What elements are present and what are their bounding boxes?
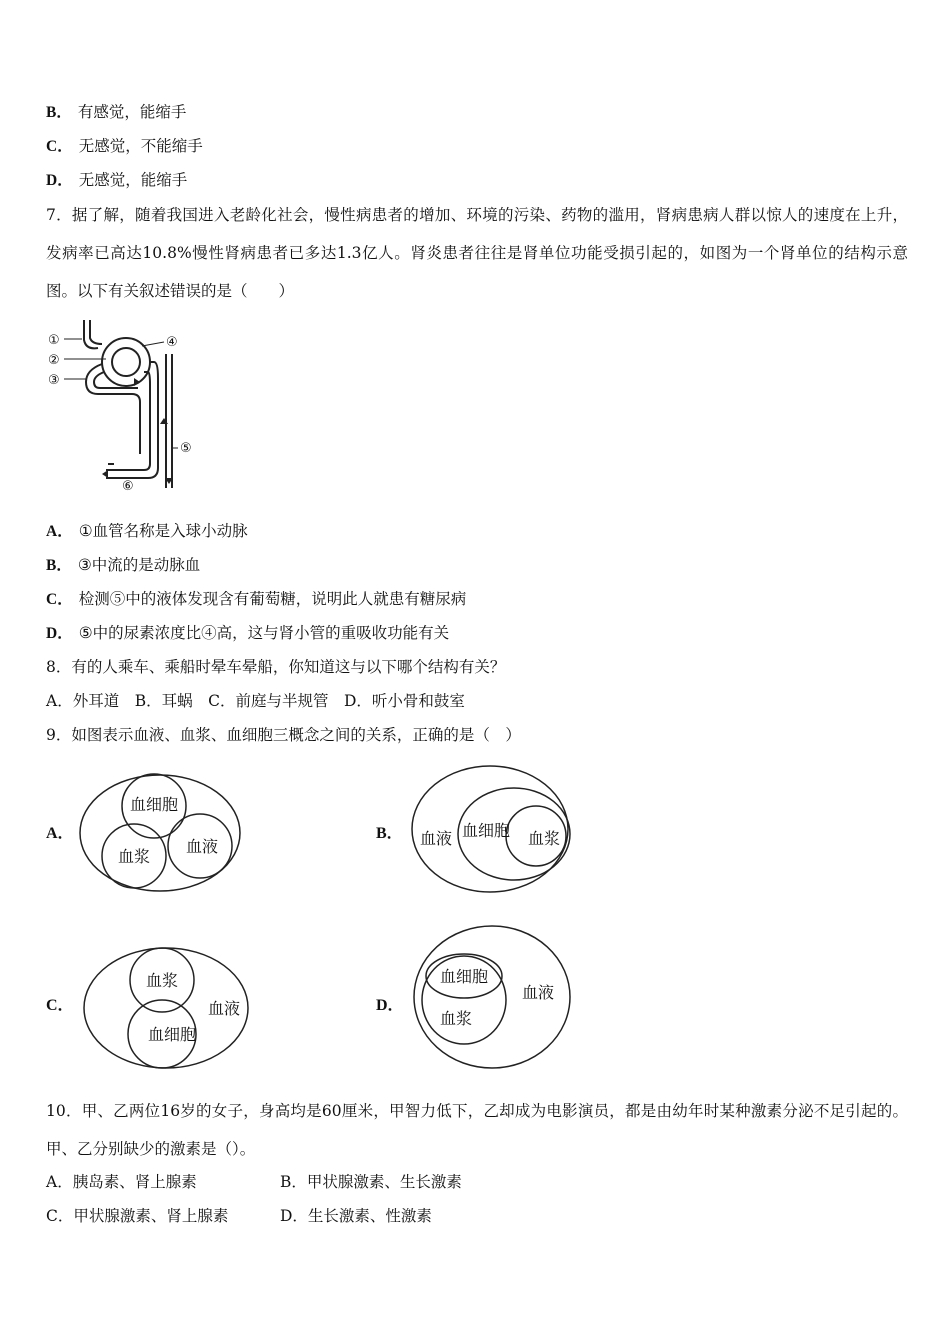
option-label: B．	[46, 557, 72, 574]
option-label: D．	[46, 172, 73, 189]
circle-label: 血细胞	[129, 795, 179, 814]
option-label: C．	[46, 138, 73, 155]
label-2: ②	[48, 353, 60, 368]
q6-option-d	[46, 170, 187, 191]
circle-label: 血浆	[117, 847, 151, 866]
circle-label: 血细胞	[461, 821, 511, 840]
q6-option-b	[46, 102, 186, 123]
option-label: B．	[46, 104, 72, 121]
diagram-a-label: A．	[46, 825, 74, 842]
q8-options: A．外耳道 B．耳蜗 C．前庭与半规管 D．听小骨和鼓室	[46, 692, 465, 710]
diagram-c-label: C．	[46, 997, 74, 1014]
circle-label: 血浆	[439, 1009, 473, 1028]
option-label: D．	[46, 625, 73, 642]
q7-stem: 7．据了解，随着我国进入老龄化社会，慢性病患者的增加、环境的污染、药物的滥用，肾病患病人群以惊人的速度在上升，发病率已高达10.8%慢性肾病患者已多达1.3亿人。肾炎患者往往是肾单位功能受损引起的，如图为一个肾单位的结构示意图。以下有关叙述错误的是（ ）	[46, 206, 908, 300]
option-text: 有感觉，能缩手	[77, 103, 187, 121]
q9-stem: 9．如图表示血液、血浆、血细胞三概念之间的关系，正确的是（ ）	[46, 726, 521, 744]
diagram-b-label: B．	[376, 825, 403, 842]
diagram-a	[78, 772, 244, 894]
circle-label: 血细胞	[439, 967, 489, 986]
circle-label: 血细胞	[147, 1025, 197, 1044]
label-4: ④	[166, 335, 178, 350]
circle-label: 血液	[185, 837, 219, 856]
diagram-b	[410, 764, 574, 894]
option-text: ⑤中的尿素浓度比④高，这与肾小管的重吸收功能有关	[78, 624, 450, 642]
q7-option-b	[46, 555, 200, 576]
label-3: ③	[48, 373, 60, 388]
option-text: 检测⑤中的液体发现含有葡萄糖，说明此人就患有糖尿病	[78, 590, 467, 608]
q10-option-b: B．甲状腺激素、生长激素	[280, 1173, 462, 1191]
nephron-diagram	[46, 318, 216, 496]
diagram-c	[82, 946, 254, 1070]
q10-option-d: D．生长激素、性激素	[280, 1207, 432, 1225]
q7-option-d	[46, 623, 449, 644]
diagram-d	[412, 924, 572, 1070]
q10-option-c: C．甲状腺激素、肾上腺素	[46, 1207, 229, 1225]
option-label: C．	[46, 591, 73, 608]
option-label: A．	[46, 523, 73, 540]
circle-label: 血液	[207, 999, 241, 1018]
q6-option-c	[46, 136, 203, 157]
circle-label: 血液	[521, 983, 555, 1002]
q8-stem: 8．有的人乘车、乘船时晕车晕船，你知道这与以下哪个结构有关？	[46, 658, 506, 676]
label-6: ⑥	[122, 479, 134, 494]
circle-label: 血浆	[145, 971, 179, 990]
label-1: ①	[48, 333, 60, 348]
diagram-d-label: D．	[376, 997, 404, 1014]
q7-option-c	[46, 589, 466, 610]
circle-label: 血液	[419, 829, 453, 848]
option-text: ③中流的是动脉血	[77, 556, 201, 574]
option-text: ①血管名称是入球小动脉	[78, 522, 248, 540]
q7-option-a	[46, 521, 248, 542]
label-5: ⑤	[180, 441, 192, 456]
q10-stem: 10．甲、乙两位16岁的女子，身高均是60厘米，甲智力低下，乙却成为电影演员，都是由幼年时某种激素分泌不足引起的。甲、乙分别缺少的激素是（）。	[46, 1102, 908, 1158]
circle-label: 血浆	[527, 829, 561, 848]
option-text: 无感觉，不能缩手	[78, 137, 203, 155]
q10-option-a: A．胰岛素、肾上腺素	[46, 1173, 197, 1191]
option-text: 无感觉，能缩手	[78, 171, 188, 189]
